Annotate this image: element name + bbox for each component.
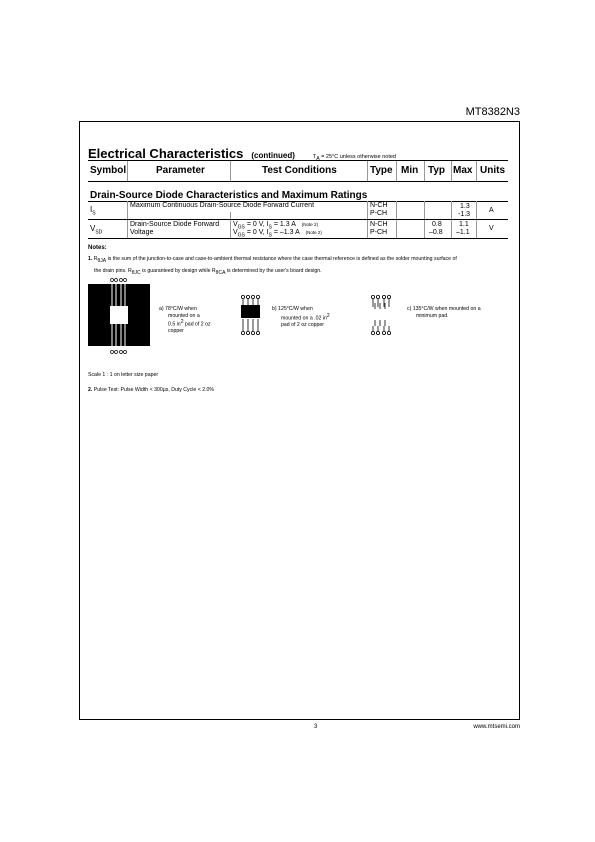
row1-max-nch: 1.3 xyxy=(460,203,470,210)
row2-type-nch: N-CH xyxy=(370,221,388,228)
header-bottom-rule xyxy=(88,181,508,182)
footprint-diagram-b xyxy=(236,293,266,339)
row2-condition-nch: $V_{GS} = 0$ V, $I_S = 1.3$ A (Note 2) xyxy=(233,221,318,231)
col-divider xyxy=(451,161,452,181)
page-number: 3 xyxy=(314,724,318,730)
table-subtitle: Drain-Source Diode Characteristics and Maximum Ratings xyxy=(90,190,368,201)
header-type: Type xyxy=(370,165,393,176)
row1-symbol: $I_S$ xyxy=(90,205,96,217)
test-condition-note: TA = 25°C unless otherwise noted xyxy=(312,154,396,163)
caption-b: b) 125°C/W when mounted on a .02 in2 pad of 2 oz copper xyxy=(272,306,330,328)
footprint-diagram-c xyxy=(366,293,398,339)
note-2: 2. Pulse Test: Pulse Width < 300µs, Duty Cycle < 2.0% xyxy=(88,387,215,393)
row2-type-pch: P-CH xyxy=(370,229,388,236)
part-number: MT8382N3 xyxy=(465,106,520,118)
col-divider xyxy=(367,161,368,181)
row1-type-pch: P-CH xyxy=(370,210,388,217)
row2-max-pch: –1.1 xyxy=(456,229,470,236)
header-parameter: Parameter xyxy=(156,165,205,176)
row2-max-nch: 1.1 xyxy=(459,221,469,228)
row1-rule xyxy=(88,219,508,220)
header-top-rule xyxy=(88,160,508,161)
row2-symbol: $V_{SD}$ xyxy=(90,224,103,236)
row1-type-nch: N-CH xyxy=(370,202,388,209)
row2-typ-nch: 0.8 xyxy=(432,221,442,228)
footprint-diagram-a xyxy=(88,276,150,356)
row2-parameter-l1: Drain-Source Diode Forward xyxy=(130,221,220,228)
row2-rule xyxy=(88,238,508,239)
row1-max-pch: -1.3 xyxy=(458,211,471,218)
note-1: 1. RθJA is the sum of the junction-to-case and case-to-ambient thermal resistance where the case thermal reference is defined as the solder mounting surface of the drain pins. RθJC is guaranteed by design while RθCA is determined by the user's board design. xyxy=(88,256,457,277)
row2-condition-pch: $V_{GS} = 0$ V, $I_S = -1.3$ A (Note 2) xyxy=(233,229,322,239)
col-divider xyxy=(127,161,128,181)
section-title-text: Electrical Characteristics xyxy=(88,146,244,161)
header-symbol: Symbol xyxy=(90,165,127,176)
col-divider xyxy=(230,212,231,238)
col-divider xyxy=(476,161,477,181)
col-divider xyxy=(396,161,397,181)
scale-note: Scale 1 : 1 on letter size paper xyxy=(88,372,159,378)
caption-c: c) 135°C/W when mounted on a minimum pad. xyxy=(407,306,481,319)
row1-parameter: Maximum Continuous Drain-Source Diode Forward Current xyxy=(130,202,315,209)
header-min: Min xyxy=(401,165,419,176)
notes-heading: Notes: xyxy=(88,245,107,251)
row2-parameter-l2: Voltage xyxy=(130,229,154,236)
caption-a: a) 78°C/W when mounted on a 0.5 in2 pad of 2 oz copper xyxy=(159,306,211,335)
page-frame xyxy=(79,121,520,720)
col-divider xyxy=(424,161,425,181)
header-test-conditions: Test Conditions xyxy=(262,165,337,176)
header-units: Units xyxy=(480,165,505,176)
row1-units: A xyxy=(489,207,494,214)
header-typ: Typ xyxy=(428,165,446,176)
header-max: Max xyxy=(453,165,473,176)
col-divider xyxy=(230,161,231,181)
website-link[interactable]: www.mtsemi.com xyxy=(473,724,520,730)
row2-units: V xyxy=(489,225,494,232)
row2-typ-pch: –0.8 xyxy=(429,229,443,236)
continued-label: (continued) xyxy=(251,151,295,160)
